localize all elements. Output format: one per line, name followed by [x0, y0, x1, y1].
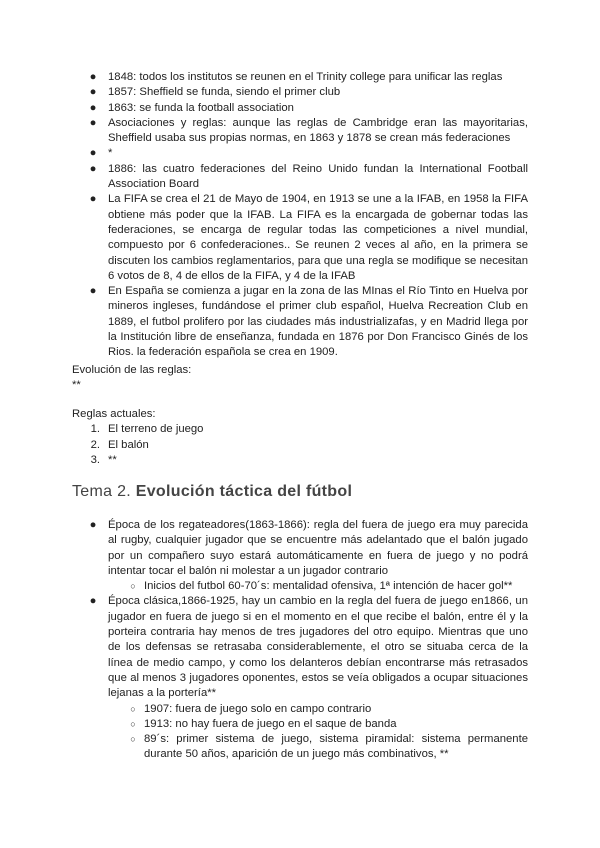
bullet-icon: ●: [89, 71, 97, 83]
list-item: 2. El balón: [90, 438, 149, 451]
list-item: ● 1848: todos los institutos se reunen en el Trinity college para unificar las reglas: [72, 70, 528, 85]
circle-bullet-icon: ○: [130, 718, 136, 729]
sub-list-item: ○ 1913: no hay fuera de juego en el saque de banda: [72, 717, 528, 732]
section-heading: Tema 2. Evolución táctica del fútbol: [72, 483, 353, 500]
list-item: ● 1863: se funda la football association: [72, 101, 528, 116]
history-list: [72, 70, 528, 361]
circle-bullet-icon: ○: [130, 581, 136, 592]
circle-bullet-icon: ○: [130, 703, 136, 714]
list-item: ● Asociaciones y reglas: aunque las reglas de Cambridge eran las mayoritarias, Sheffield usaba sus propias normas, en 1863 y 1878 se crean más federaciones: [72, 116, 528, 147]
list-item: ● Época de los regateadores(1863-1866): regla del fuera de juego era muy parecida al rugby, cualquier jugador que se encuentre más adelantado que el balón jugado por un compañero suyo estará automáticamente en fuera de juego y no podrá intentar tocar el balón ni molestar a un jugador contrario: [72, 518, 528, 579]
bullet-icon: ●: [89, 519, 97, 531]
bullet-icon: ●: [89, 86, 97, 99]
current-rules-list: [72, 422, 528, 468]
sub-list-item: ○ Inicios del futbol 60-70´s: mentalidad ofensiva, 1ª intención de hacer gol**: [72, 579, 528, 594]
bullet-icon: ●: [89, 162, 97, 175]
bullet-icon: ●: [89, 147, 97, 160]
list-item: ● Época clásica,1866-1925, hay un cambio en la regla del fuera de juego en1866, un jugador en fuera de juego si en el momento en el que recibe el balón, entre él y la porteira contraria hay menos de tres jugadores del otro equipo. Mientras que uno de los defensas se retrasaba considerablemente, el otro se situaba cerca de la línea de medio campo, y como los delanteros debían encontrarse más retrasados que al menos 3 jugadores oponentes, estos se veía obligados a ocupar situaciones lejanas a la portería**: [72, 594, 528, 701]
list-item: ● 1857: Sheffield se funda, siendo el primer club: [72, 85, 528, 100]
current-rules-title: Reglas actuales:: [72, 408, 156, 420]
bullet-icon: ●: [89, 193, 97, 206]
bullet-icon: ●: [89, 116, 97, 129]
tactics-list: [72, 518, 528, 763]
sub-list-item: ○ 89´s: primer sistema de juego, sistema piramidal: sistema permanente durante 50 años, aparición de un juego más combinativos, **: [72, 732, 528, 763]
list-item: ● En España se comienza a jugar en la zona de las MInas el Río Tinto en Huelva por mineros ingleses, fundándose el primer club español, Huelva Recreation Club en 1889, el futbol prolifero por las ciudades más industrializafas, y en Madrid llega por la Institución libre de enseñanza, fundada en 1876 por Don Francisco Ginés de los Rios. la federación española se crea en 1909.: [72, 284, 528, 360]
evolution-note: **: [72, 379, 81, 392]
sub-list-item: ○ 1907: fuera de juego solo en campo contrario: [72, 702, 528, 717]
list-item: 1. El terreno de juego: [90, 423, 204, 436]
bullet-icon: ●: [89, 595, 97, 608]
bullet-icon: ●: [89, 285, 97, 298]
evolution-section: [72, 363, 528, 394]
list-item: 3. **: [90, 453, 117, 466]
circle-bullet-icon: ○: [130, 734, 136, 745]
list-item: ● *: [72, 146, 528, 161]
current-rules-section: [72, 407, 528, 468]
list-item: ● 1886: las cuatro federaciones del Reino Unido fundan la International Football Association Board: [72, 162, 528, 193]
evolution-title: Evolución de las reglas:: [72, 364, 192, 376]
bullet-icon: ●: [89, 101, 97, 114]
list-item: ● La FIFA se crea el 21 de Mayo de 1904, en 1913 se une a la IFAB, en 1958 la FIFA obtiene más poder que la IFAB. La FIFA es la encargada de gobernar todas las federaciones, se encarga de regular todas las competiciones a nivel mundial, compuesto por 6 confederaciones.. Se reunen 2 veces al año, en la primera se discuten los cambios reglamentarios, para que una regla se modifique se necesitan 6 votos de 8, 4 de ellos de la FIFA, y 4 de la IFAB: [72, 192, 528, 284]
